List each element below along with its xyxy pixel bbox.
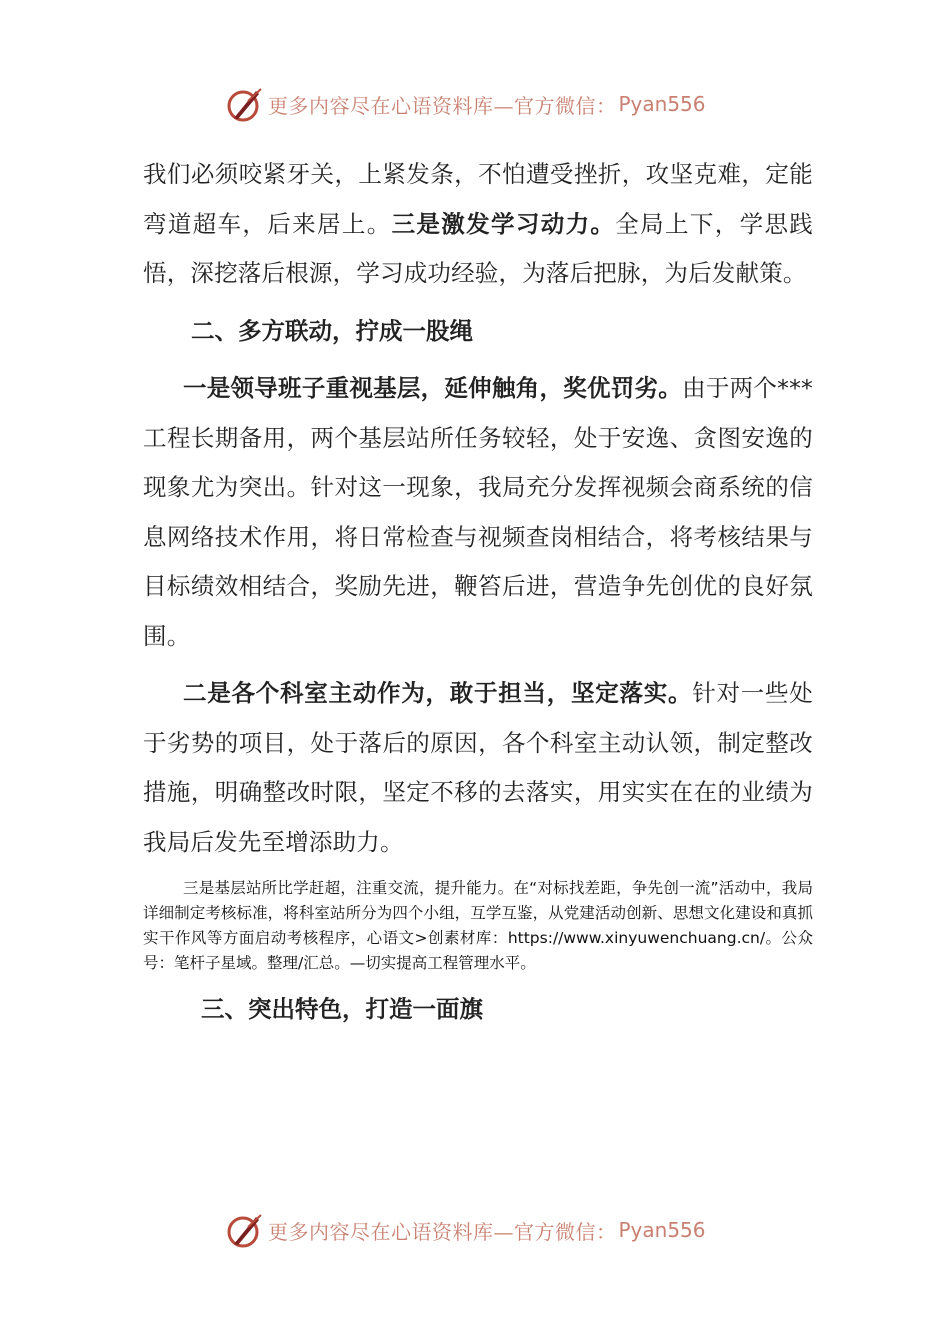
watermark-text: 更多内容尽在心语资料库—官方微信：	[268, 93, 617, 118]
paragraph-3: 二是各个科室主动作为，敢于担当，坚定落实。针对一些处于劣势的项目，处于落后的原因，各个科室主动认领，制定整改措施，明确整改时限，坚定不移的去落实，用实实在在的业绩为我局后发先至增添助力。	[143, 679, 814, 856]
watermark-wechat-id: Pyan556	[618, 1218, 706, 1242]
paragraph-3-bold: 二是各个科室主动作为，敢于担当，坚定落实。	[183, 679, 693, 707]
quill-logo-icon	[226, 1211, 264, 1249]
footer-watermark	[226, 1210, 706, 1250]
section-heading-2: 二、多方联动，拧成一股绳	[191, 316, 473, 345]
section-heading-3: 三、突出特色，打造一面旗	[201, 995, 483, 1023]
paragraph-2-bold: 一是领导班子重视基层，延伸触角，奖优罚劣。	[183, 374, 683, 402]
header-watermark	[226, 84, 706, 124]
paragraph-1: 我们必须咬紧牙关，上紧发条，不怕遭受挫折，攻坚克难，定能弯道超车，后来居上。三是激发学习动力。全局上下，学思践悟，深挖落后根源，学习成功经验，为落后把脉，为后发献策。	[143, 160, 813, 287]
paragraph-1-bold: 三是激发学习动力。	[391, 209, 616, 238]
watermark-wechat-id: Pyan556	[618, 92, 706, 116]
document-body	[143, 150, 813, 1035]
paragraph-2: 一是领导班子重视基层，延伸触角，奖优罚劣。由于两个***工程长期备用，两个基层站所任务较轻，处于安逸、贪图安逸的现象尤为突出。针对这一现象，我局充分发挥视频会商系统的信息网络技术作用，将日常检查与视频查岗相结合，将考核结果与目标绩效相结合，奖励先进，鞭笞后进，营造争先创优的良好氛围。	[143, 374, 813, 650]
paragraph-small: 三是基层站所比学赶超，注重交流，提升能力。在“对标找差距，争先创一流”活动中，我局详细制定考核标准，将科室站所分为四个小组，互学互鉴，从党建活动创新、思想文化建设和真抓实干作风等方面启动考核程序，心语文>创素材库：https://www.xinyuwenchuang.cn/。公众号：笔杆子星域。整理/汇总。—切实提高工程管理水平。	[143, 879, 813, 972]
watermark-text: 更多内容尽在心语资料库—官方微信：	[268, 1219, 617, 1244]
quill-logo-icon	[226, 85, 264, 123]
